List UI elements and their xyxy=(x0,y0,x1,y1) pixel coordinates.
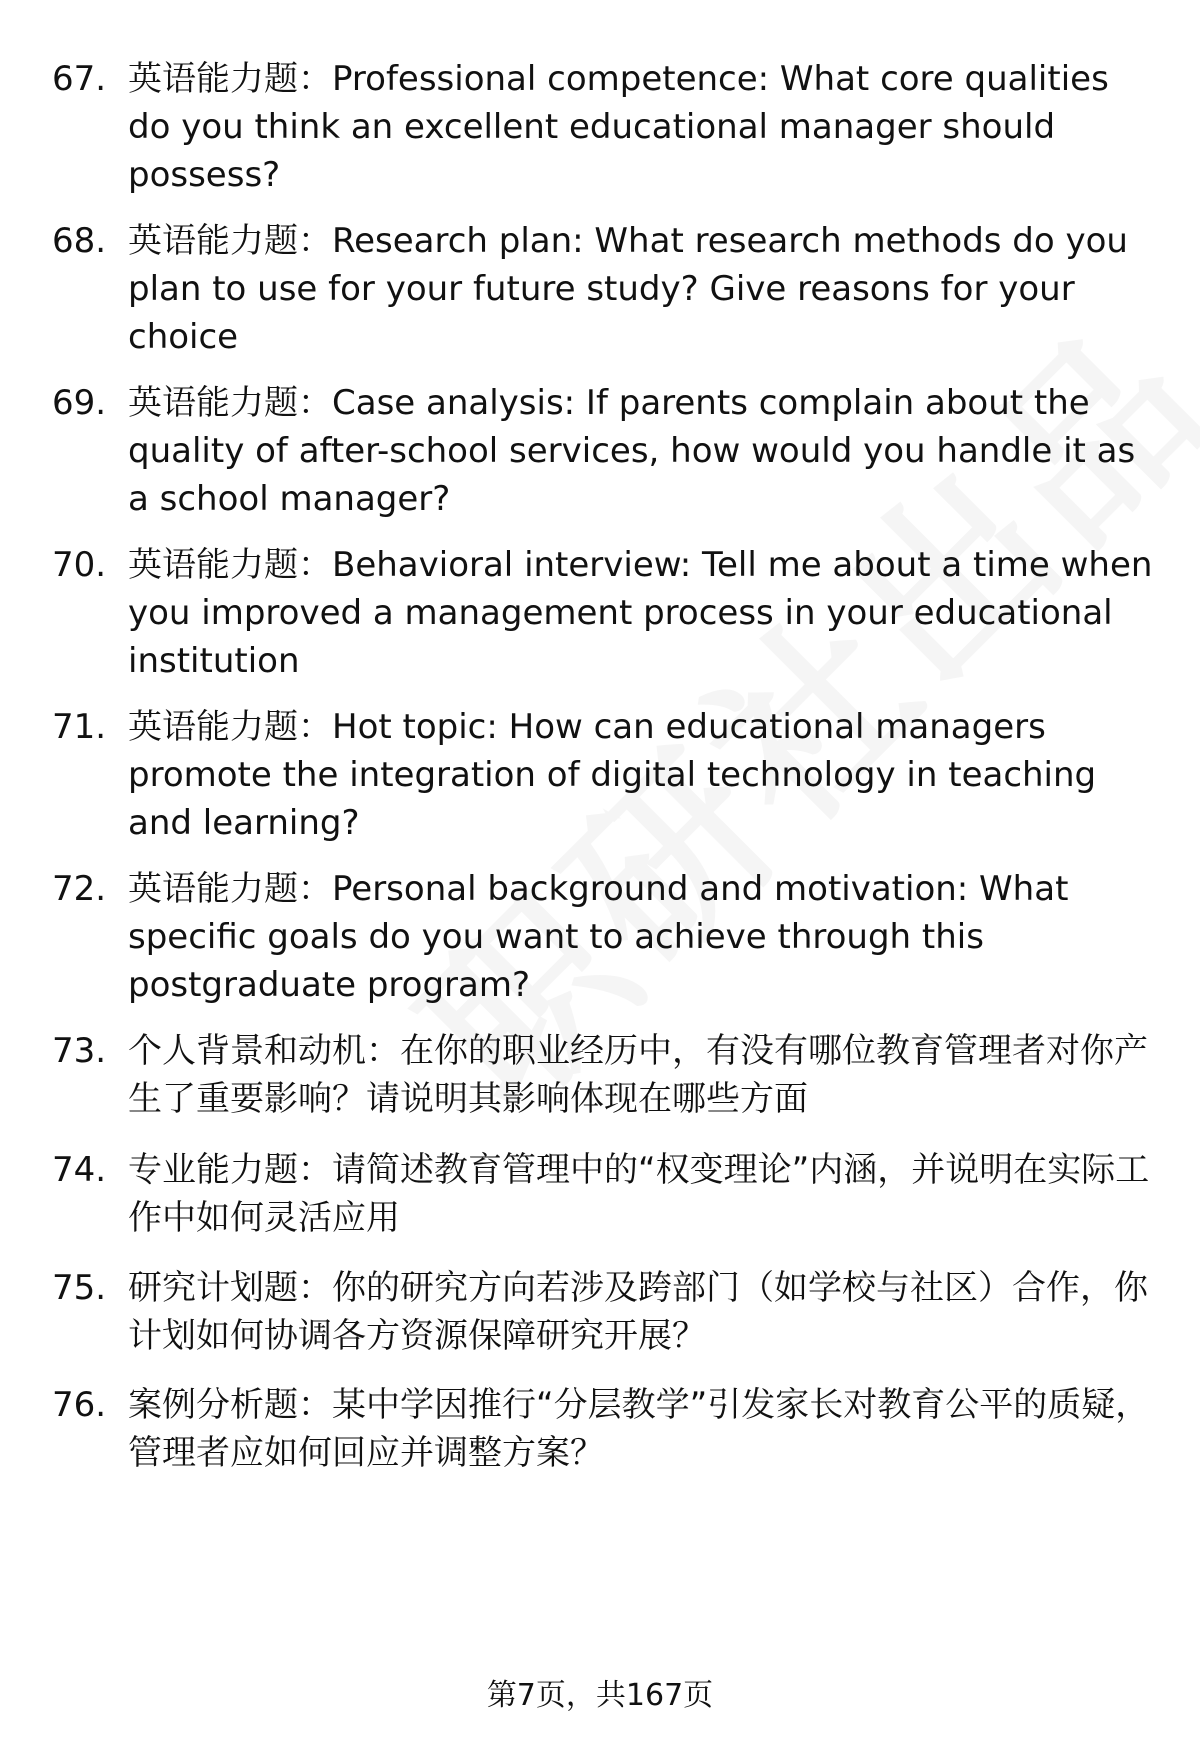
question-text: 个人背景和动机：在你的职业经历中，有没有哪位教育管理者对你产生了重要影响？请说明其影响体现在哪些方面 xyxy=(128,1031,1148,1119)
question-number: 73. xyxy=(52,1031,107,1071)
question-number: 68. xyxy=(52,221,107,261)
question-text: 英语能力题：Professional competence: What core qualities do you think an excellent educational manager should possess? xyxy=(128,59,1109,195)
question-text: 英语能力题：Behavioral interview: Tell me about a time when you improved a management process in your educational institution xyxy=(128,545,1153,681)
question-text: 案例分析题：某中学因推行“分层教学”引发家长对教育公平的质疑，管理者应如何回应并调整方案？ xyxy=(128,1385,1150,1473)
question-text: 研究计划题：你的研究方向若涉及跨部门（如学校与社区）合作，你计划如何协调各方资源保障研究开展？ xyxy=(128,1268,1148,1356)
question-text: 英语能力题：Hot topic: How can educational managers promote the integration of digital technology in teaching and learning? xyxy=(128,707,1097,843)
page-footer: 第7页，共167页 xyxy=(486,1678,714,1713)
question-text: 英语能力题：Research plan: What research methods do you plan to use for your future study? Give reasons for your choice xyxy=(128,221,1128,357)
question-number: 67. xyxy=(52,59,107,99)
question-number: 71. xyxy=(52,707,107,747)
question-number: 72. xyxy=(52,869,107,909)
question-number: 75. xyxy=(52,1268,107,1308)
question-text: 专业能力题：请简述教育管理中的“权变理论”内涵，并说明在实际工作中如何灵活应用 xyxy=(128,1150,1150,1238)
question-number: 70. xyxy=(52,545,107,585)
question-number: 69. xyxy=(52,383,107,423)
question-text: 英语能力题：Personal background and motivation: What specific goals do you want to achieve through this postgraduate program? xyxy=(128,869,1069,1005)
question-number: 76. xyxy=(52,1385,107,1425)
question-number: 74. xyxy=(52,1150,107,1190)
question-text: 英语能力题：Case analysis: If parents complain about the quality of after-school services, how would you handle it as a school manager? xyxy=(128,383,1136,519)
